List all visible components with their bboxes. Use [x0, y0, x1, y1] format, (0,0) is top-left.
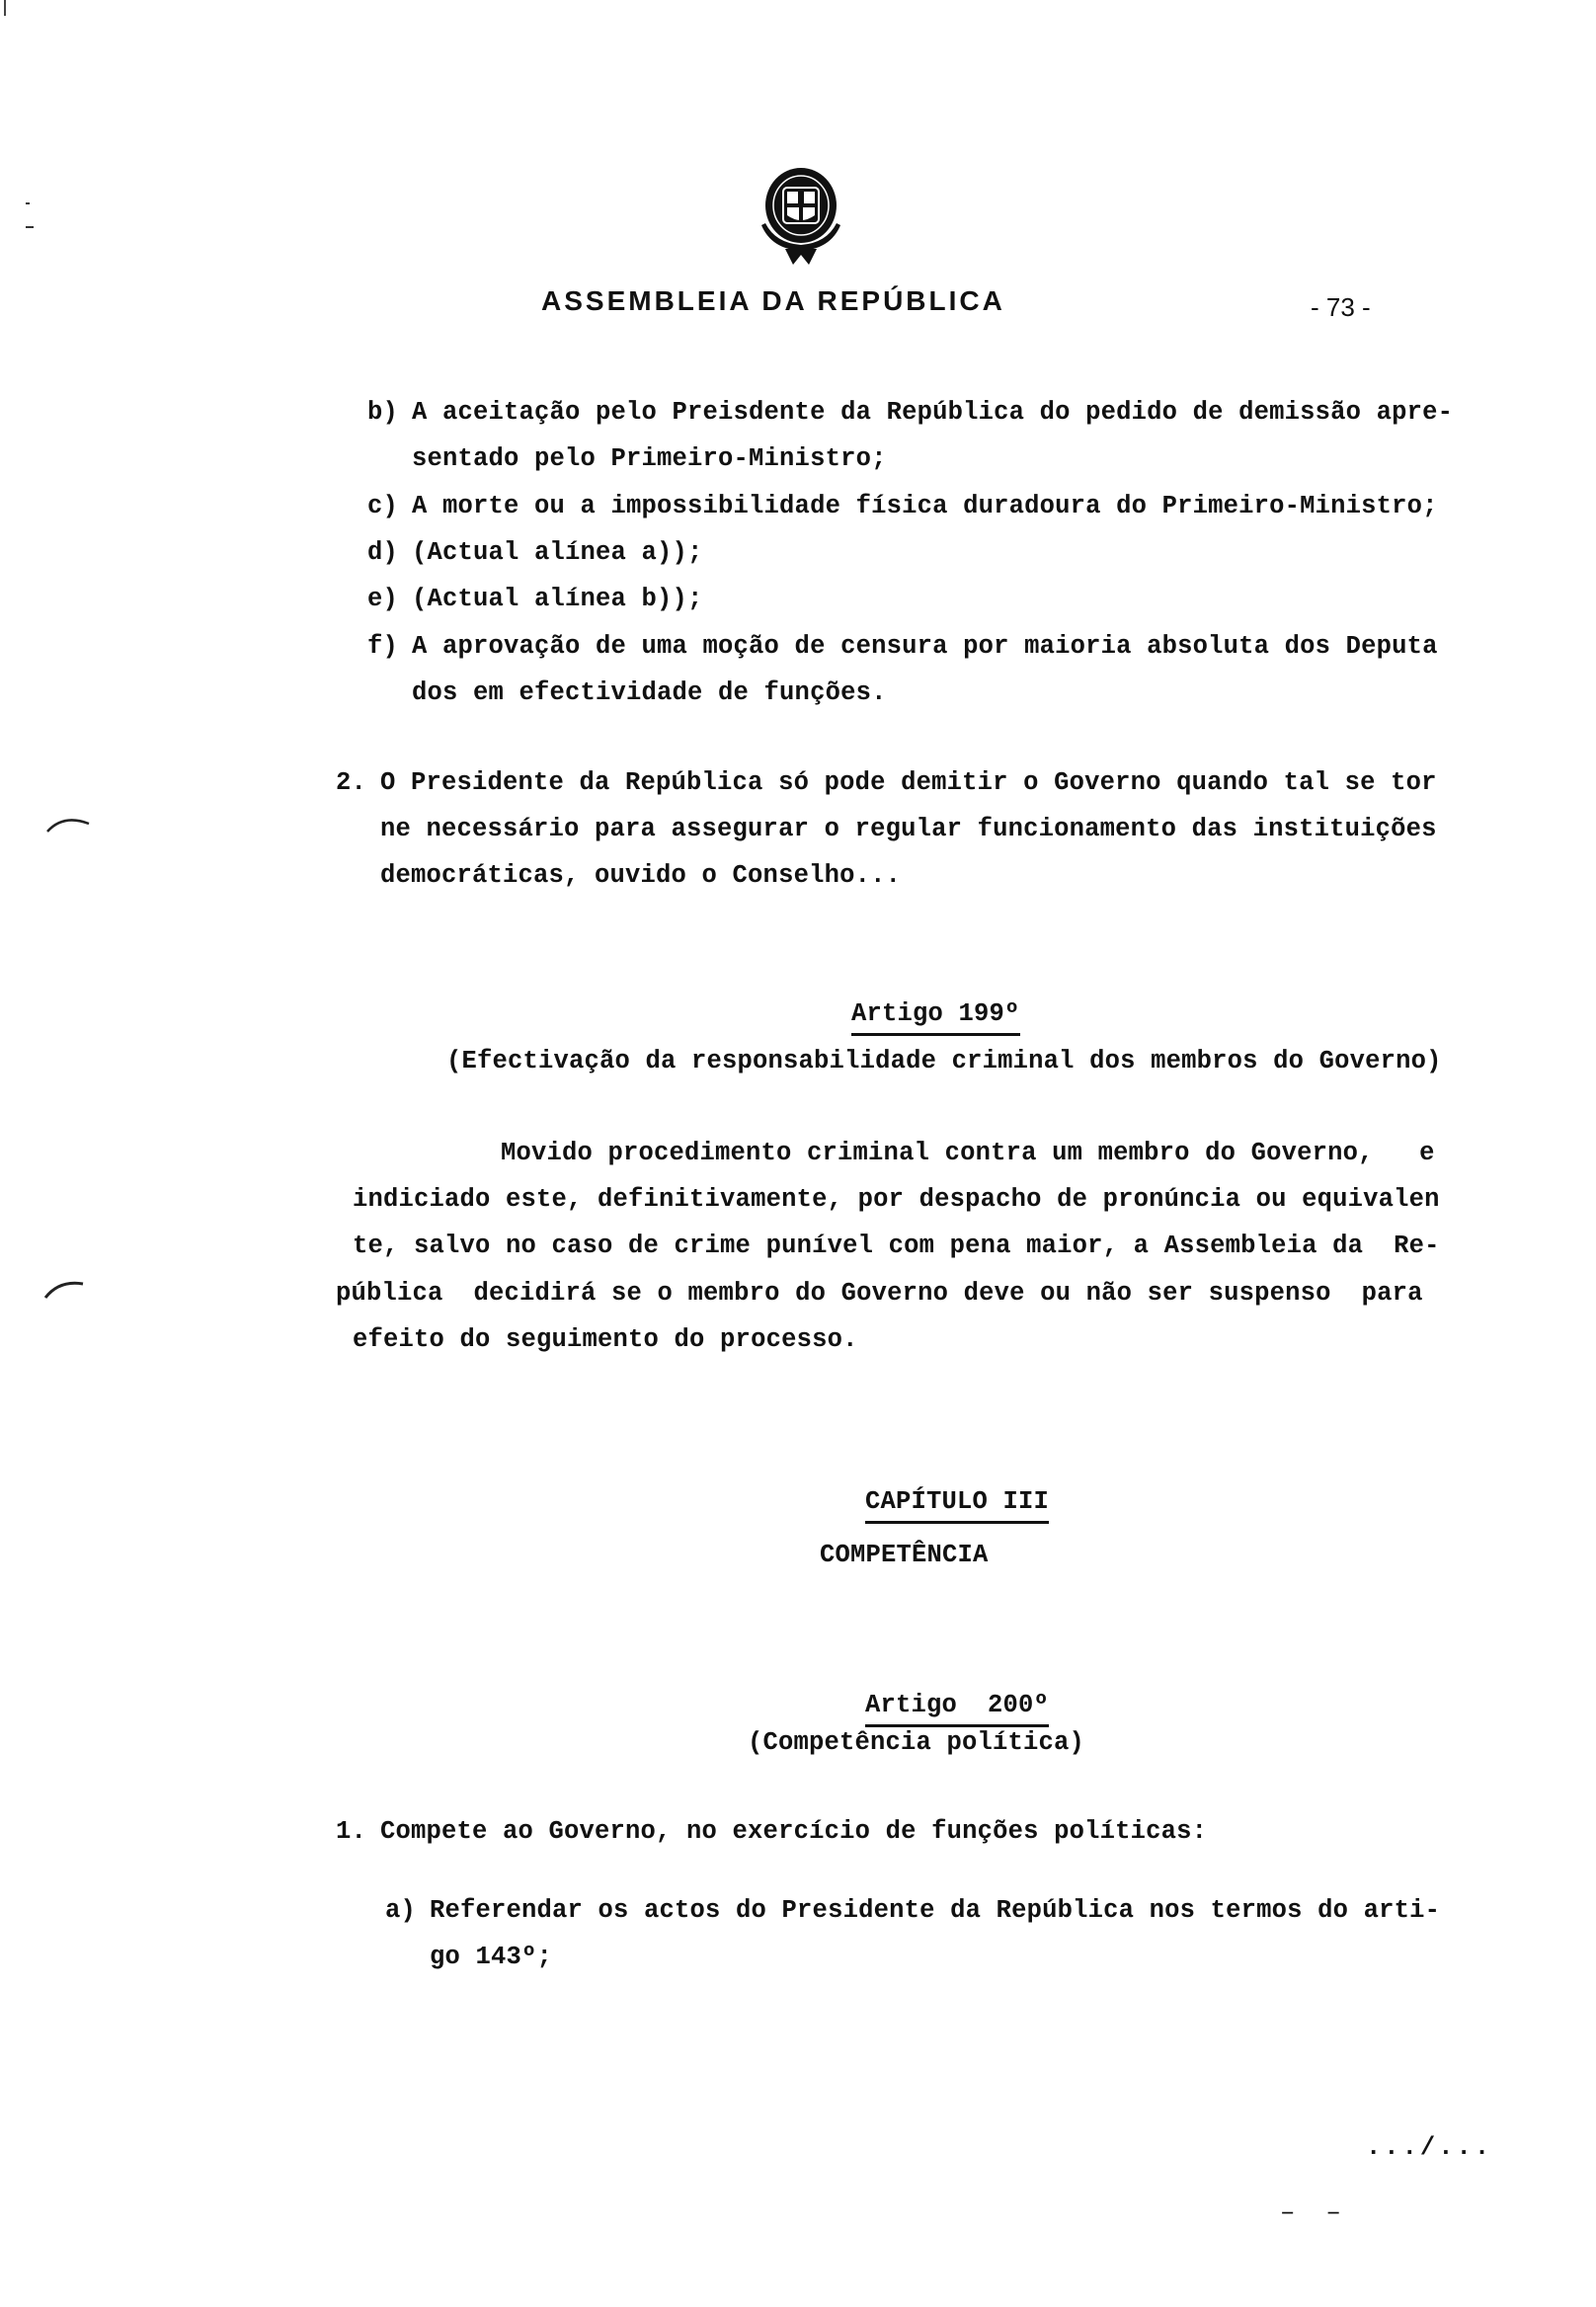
item-text: Compete ao Governo, no exercício de funções políticas:: [380, 1817, 1208, 1846]
item-text: A aceitação pelo Preisdente da República do pedido de demissão apre-: [412, 398, 1454, 427]
article-subtitle: (Efectivação da responsabilidade criminal dos membros do Governo): [446, 1047, 1442, 1075]
item-label: a): [385, 1896, 417, 1925]
paragraph-text: democráticas, ouvido o Conselho...: [380, 861, 902, 890]
item-label: b): [367, 398, 399, 427]
item-label: c): [367, 492, 399, 520]
coat-of-arms-icon: [754, 162, 848, 267]
article-subtitle: (Competência política): [748, 1728, 1085, 1757]
scan-artifact-icon: [40, 810, 99, 839]
item-text: dos em efectividade de funções.: [412, 678, 887, 707]
item-label: d): [367, 538, 399, 567]
item-text: go 143º;: [430, 1943, 553, 1971]
article-text: Movido procedimento criminal contra um membro do Governo, e: [501, 1139, 1435, 1167]
paragraph-label: 2.: [336, 768, 367, 797]
scan-artifact-icon: [40, 1274, 99, 1304]
chapter-heading-wrap: [804, 1458, 1049, 1553]
article-199-heading: Artigo 199º: [851, 999, 1020, 1036]
item-text: sentado pelo Primeiro-Ministro;: [412, 444, 887, 473]
article-text: efeito do seguimento do processo.: [353, 1325, 858, 1354]
item-label: e): [367, 585, 399, 613]
footer-dashes: – –: [1280, 2198, 1342, 2227]
item-text: (Actual alínea a));: [412, 538, 703, 567]
item-text: (Actual alínea b));: [412, 585, 703, 613]
item-text: Referendar os actos do Presidente da República nos termos do arti-: [430, 1896, 1441, 1925]
item-label: f): [367, 632, 399, 661]
article-200-heading: Artigo 200º: [865, 1691, 1049, 1727]
paragraph-text: ne necessário para assegurar o regular funcionamento das instituições: [380, 815, 1437, 843]
chapter-heading: CAPÍTULO III: [865, 1487, 1049, 1524]
continuation-marker: .../...: [1366, 2133, 1493, 2162]
article-text: pública decidirá se o membro do Governo deve ou não ser suspenso para: [336, 1279, 1423, 1308]
article-text: indiciado este, definitivamente, por despacho de pronúncia ou equivalen: [353, 1185, 1440, 1214]
scan-dot: [26, 202, 30, 204]
chapter-title: COMPETÊNCIA: [820, 1541, 989, 1569]
paragraph-text: O Presidente da República só pode demitir o Governo quando tal se tor: [380, 768, 1437, 797]
item-text: A morte ou a impossibilidade física duradoura do Primeiro-Ministro;: [412, 492, 1438, 520]
institution-name: ASSEMBLEIA DA REPÚBLICA: [541, 285, 1005, 316]
item-text: A aprovação de uma moção de censura por maioria absoluta dos Deputa: [412, 632, 1438, 661]
scan-edge-mark: [4, 0, 6, 16]
article-text: te, salvo no caso de crime punível com pena maior, a Assembleia da Re-: [353, 1232, 1440, 1260]
page-number: - 73 -: [1311, 292, 1371, 322]
item-label: 1.: [336, 1817, 367, 1846]
scan-dot: [26, 226, 34, 228]
